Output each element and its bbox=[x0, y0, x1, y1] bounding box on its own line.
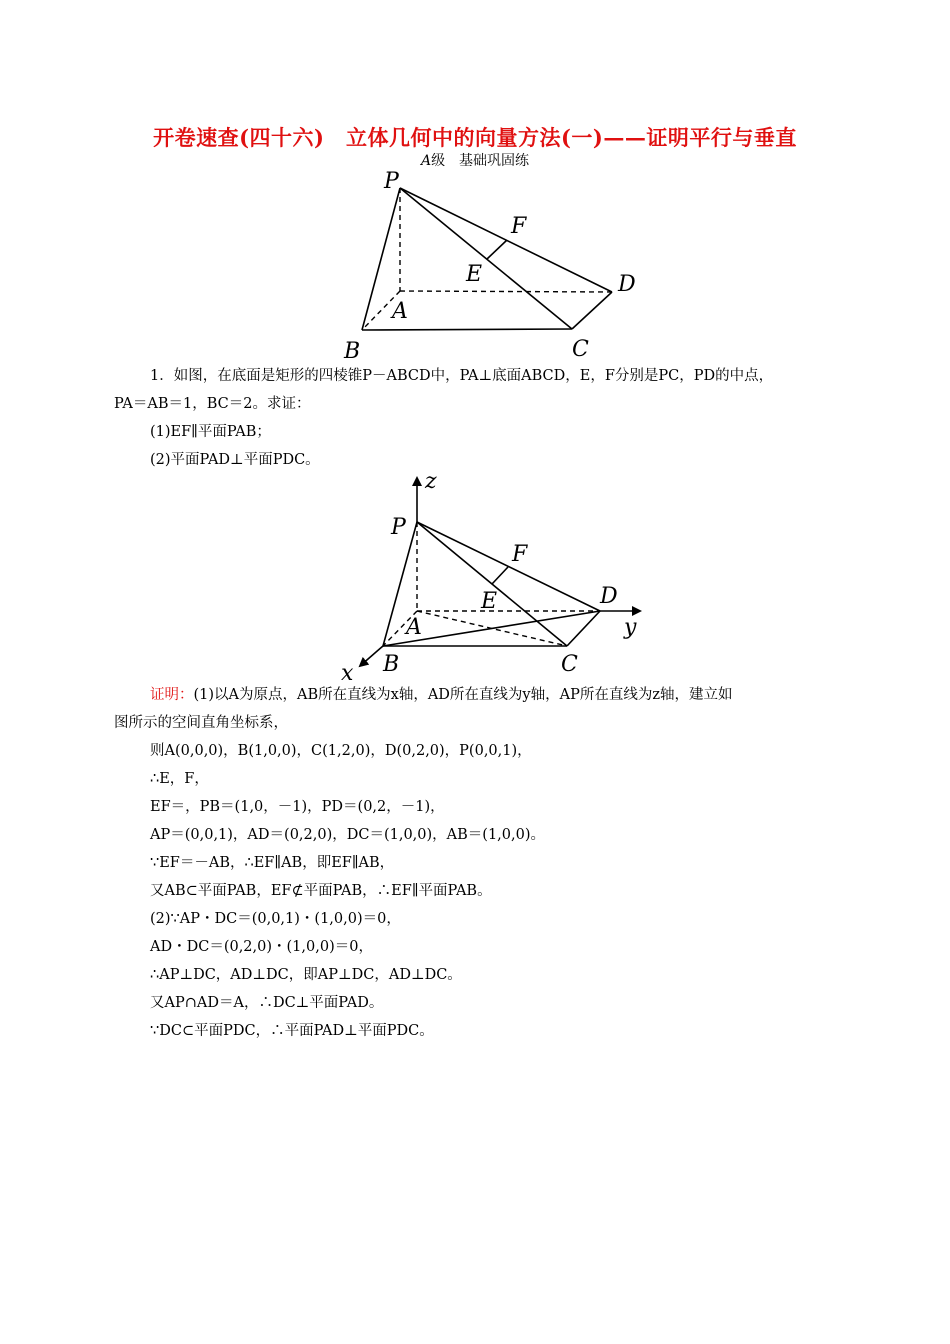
segment-ef bbox=[487, 240, 507, 259]
label-e: E bbox=[481, 589, 498, 614]
proof-prefix: 证明： bbox=[150, 687, 194, 703]
problem-line: PA＝AB＝1，BC＝2。求证： bbox=[114, 396, 311, 412]
label-p: P bbox=[384, 169, 399, 194]
label-b: B bbox=[344, 339, 361, 364]
label-a: A bbox=[406, 615, 422, 640]
edge-bc bbox=[362, 329, 572, 330]
edge-ad-hidden bbox=[400, 291, 612, 292]
proof-line: ∵DC⊂平面PDC，∴平面PAD⊥平面PDC。 bbox=[150, 1023, 434, 1039]
label-c: C bbox=[572, 337, 589, 362]
proof-line: (1)以A为原点，AB所在直线为x轴，AD所在直线为y轴，AP所在直线为z轴，建立如 bbox=[193, 687, 733, 703]
pyramid-figure-1 bbox=[0, 0, 950, 370]
problem-line: 1．如图，在底面是矩形的四棱锥P－ABCD中，PA⊥底面ABCD，E，F分别是PC，PD的中点， bbox=[150, 368, 774, 384]
proof-line: ∴E，F， bbox=[150, 771, 209, 787]
proof-first-line bbox=[150, 683, 732, 704]
label-y: y bbox=[624, 615, 637, 640]
x-axis bbox=[360, 646, 383, 666]
label-x: x bbox=[341, 661, 354, 686]
label-f: F bbox=[512, 542, 528, 567]
label-f: F bbox=[511, 214, 527, 239]
label-p: P bbox=[391, 515, 406, 540]
proof-line: AP＝(0,0,1)，AD＝(0,2,0)，DC＝(1,0,0)，AB＝(1,0,0)。 bbox=[150, 827, 546, 843]
label-z: z bbox=[425, 469, 437, 494]
proof-line: (2)∵AP・DC＝(0,0,1)・(1,0,0)＝0， bbox=[150, 911, 401, 927]
edge-cd bbox=[572, 292, 612, 329]
proof-line: ∵EF＝－AB，∴EF∥AB，即EF∥AB， bbox=[150, 855, 395, 871]
proof-line: 则A(0,0,0)，B(1,0,0)，C(1,2,0)，D(0,2,0)，P(0,0,1)， bbox=[150, 743, 532, 759]
label-d: D bbox=[600, 584, 618, 609]
proof-line: 图所示的空间直角坐标系， bbox=[114, 715, 288, 731]
level-letter: A bbox=[420, 153, 432, 169]
label-c: C bbox=[561, 652, 578, 677]
problem-line: (2)平面PAD⊥平面PDC。 bbox=[150, 452, 320, 468]
label-a: A bbox=[392, 299, 408, 324]
problem-line: (1)EF∥平面PAB； bbox=[150, 424, 271, 440]
edge-pc bbox=[400, 188, 572, 329]
label-d: D bbox=[618, 272, 636, 297]
proof-line: EF＝，PB＝(1,0，－1)，PD＝(0,2，－1)， bbox=[150, 799, 445, 815]
pyramid-figure-2 bbox=[0, 460, 950, 690]
proof-line: ∴AP⊥DC，AD⊥DC，即AP⊥DC，AD⊥DC。 bbox=[150, 967, 462, 983]
page-title: 开卷速查(四十六) 立体几何中的向量方法(一)——证明平行与垂直 bbox=[153, 125, 797, 150]
label-b: B bbox=[383, 652, 400, 677]
label-e: E bbox=[466, 262, 483, 287]
proof-line: 又AB⊂平面PAB，EF⊄平面PAB，∴EF∥平面PAB。 bbox=[150, 883, 492, 899]
segment-ef bbox=[492, 567, 508, 584]
proof-line: 又AP∩AD＝A，∴DC⊥平面PAD。 bbox=[150, 995, 384, 1011]
level-label: 级 基础巩固练 bbox=[431, 153, 530, 169]
proof-line: AD・DC＝(0,2,0)・(1,0,0)＝0， bbox=[150, 939, 373, 955]
